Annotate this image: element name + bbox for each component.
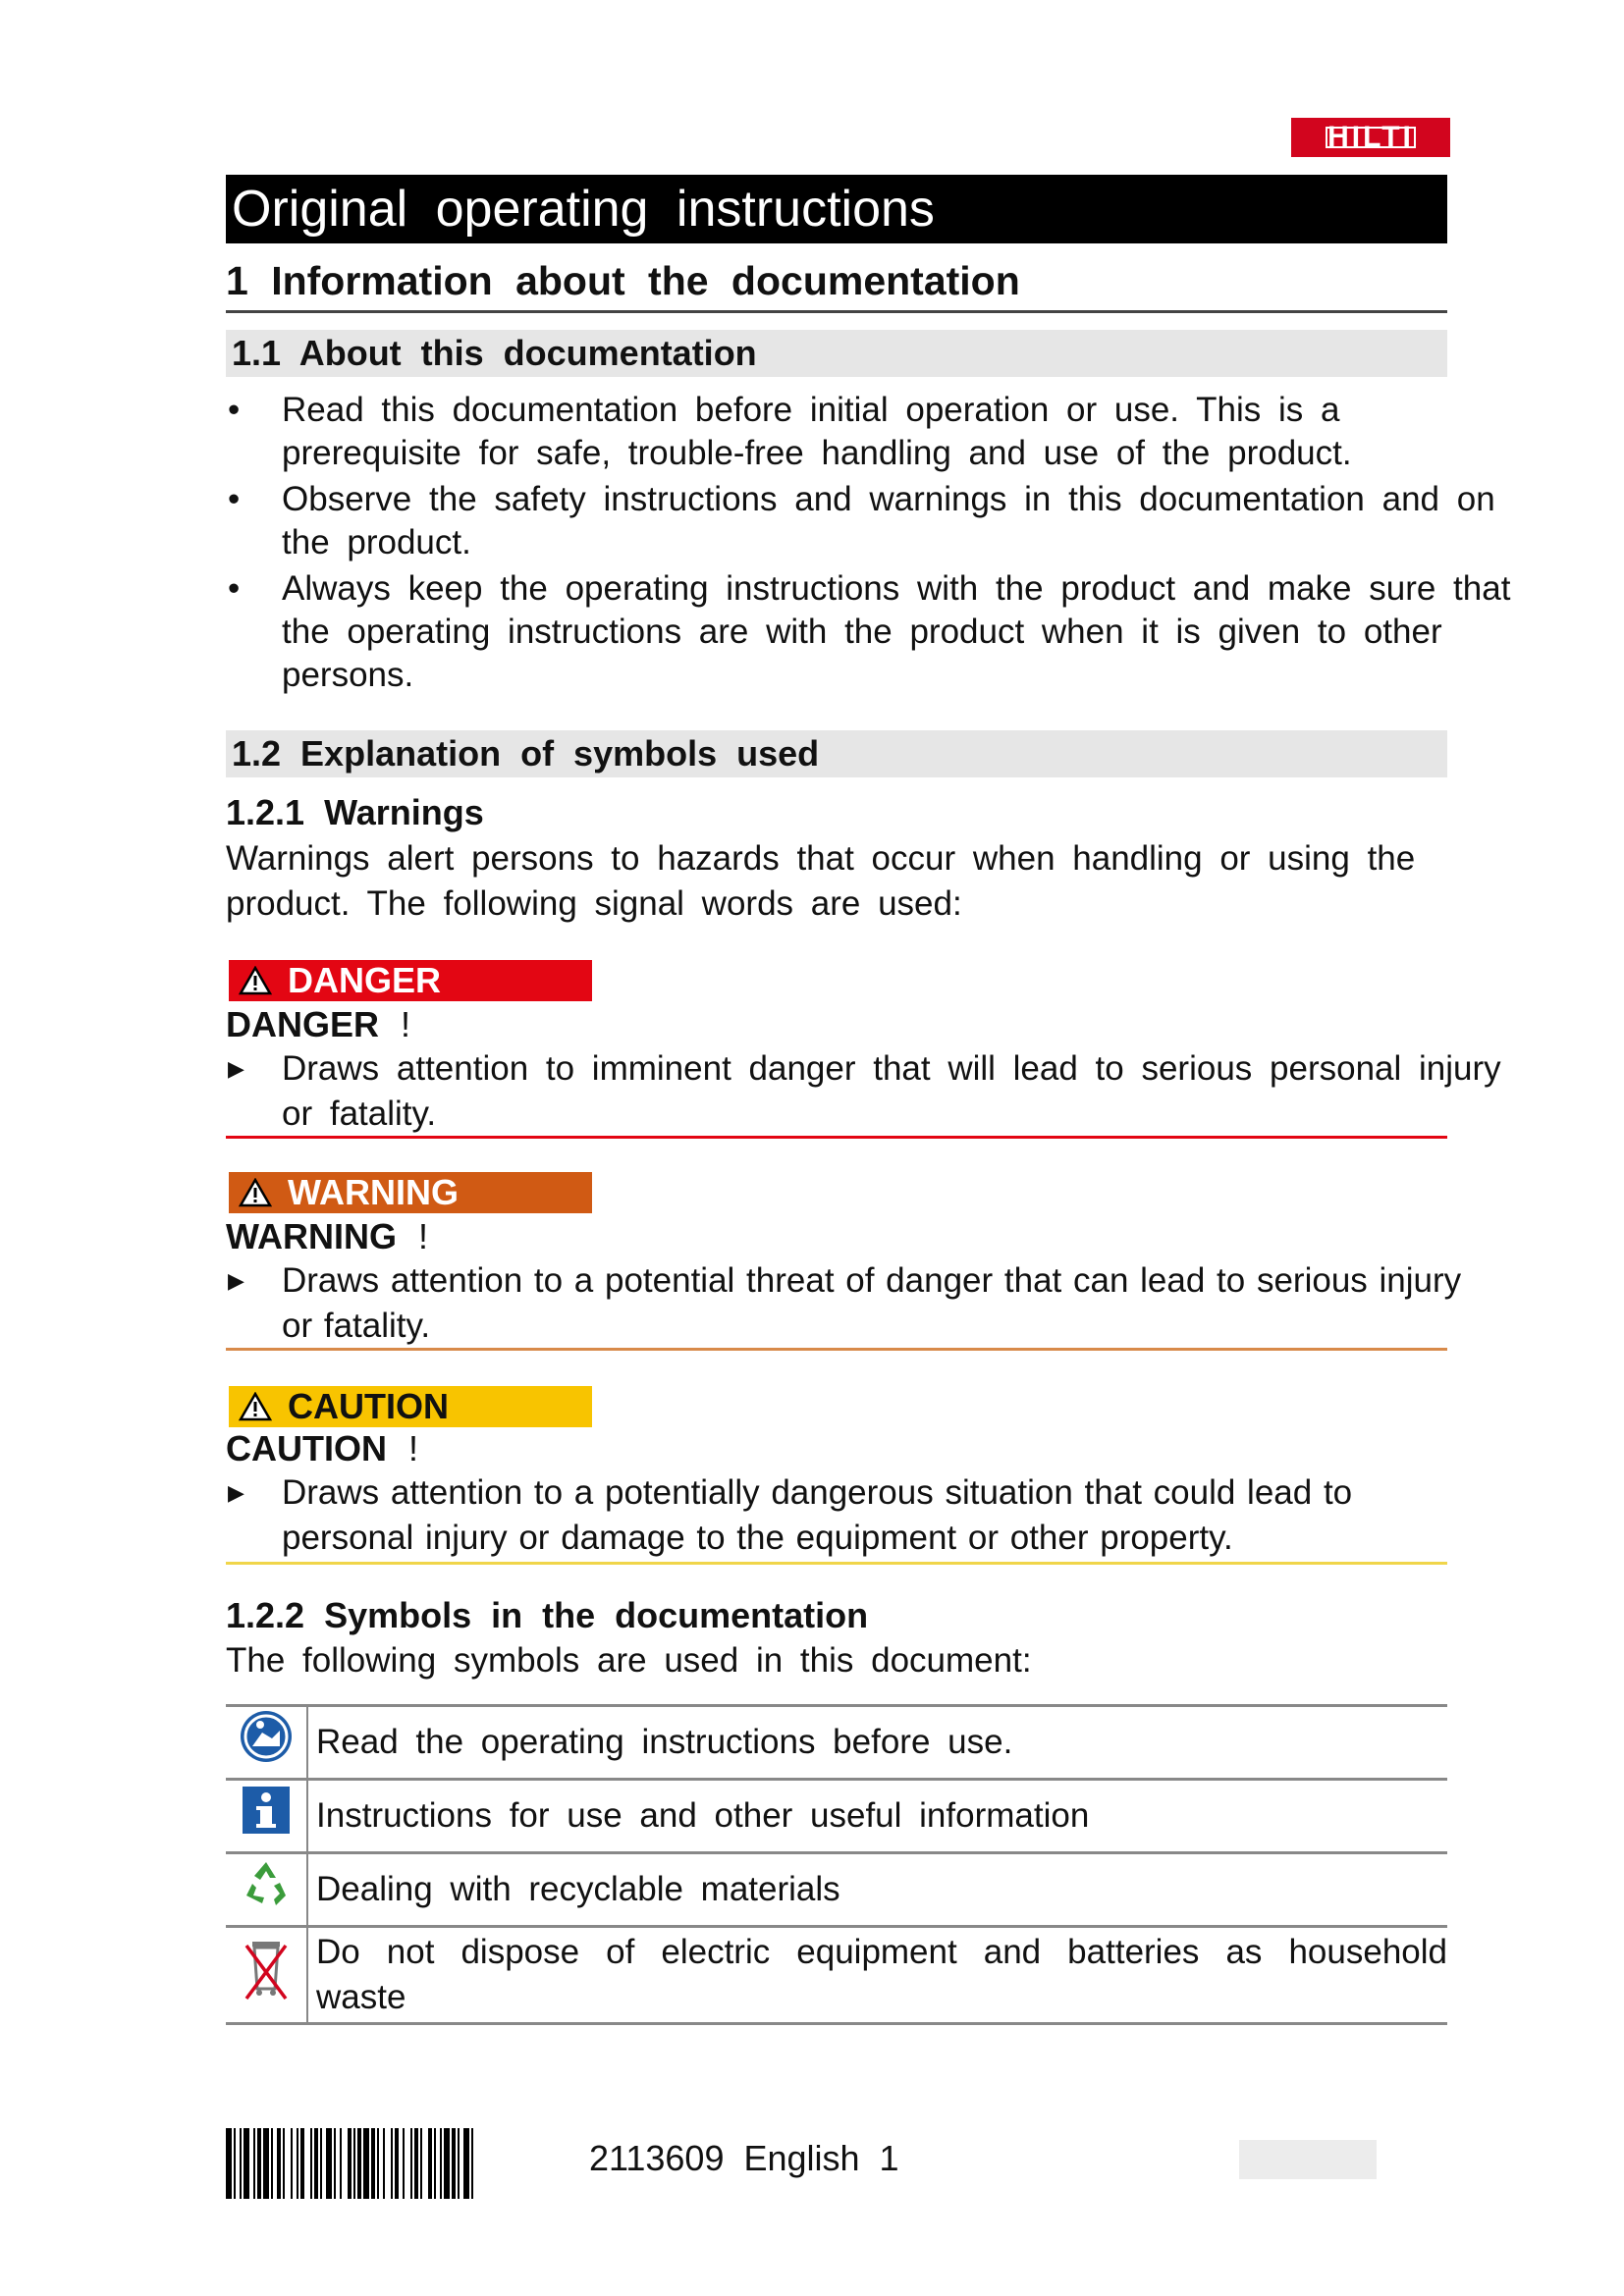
caution-divider — [226, 1562, 1447, 1565]
caution-word: CAUTION — [226, 1428, 387, 1468]
warning-text: Draws attention to a potential threat of danger that can lead to serious injury or fatality. — [282, 1261, 1462, 1345]
footer-grey-box — [1239, 2140, 1377, 2179]
table-row — [226, 1927, 1447, 2024]
list-item — [226, 389, 1532, 475]
section-1-2-2-heading: 1.2.2 Symbols in the documentation — [226, 1595, 869, 1635]
danger-text: Draws attention to imminent danger that will lead to serious personal injury or fatality. — [282, 1049, 1501, 1133]
exclamation: ! — [401, 1004, 411, 1044]
symbols-intro: The following symbols are used in this document: — [226, 1641, 1032, 1680]
warning-word: WARNING — [226, 1216, 397, 1256]
bullet-text: Read this documentation before initial operation or use. This is a prerequisite for safe, trouble-free handling and use of the product. — [282, 391, 1352, 472]
list-item — [226, 478, 1532, 564]
warning-description — [226, 1258, 1463, 1349]
bullet-text: Observe the safety instructions and warnings in this documentation and on the product. — [282, 480, 1495, 561]
crossed-bin-icon — [239, 1934, 294, 2004]
section-1-2-heading: 1.2 Explanation of symbols used — [226, 730, 1447, 777]
bullet-icon: • — [228, 480, 241, 518]
section-1-1-heading: 1.1 About this documentation — [226, 330, 1447, 377]
warning-badge — [229, 1172, 592, 1213]
symbol-description: Instructions for use and other useful information — [307, 1780, 1447, 1853]
caution-badge — [229, 1386, 592, 1427]
read-manual-icon — [239, 1709, 294, 1764]
icon-cell — [226, 1853, 307, 1927]
symbol-description: Read the operating instructions before use. — [307, 1706, 1447, 1780]
warnings-intro: Warnings alert persons to hazards that occur when handling or using the product. The following signal words are used: — [226, 839, 1416, 923]
barcode-icon — [226, 2128, 560, 2199]
arrow-right-icon: ▶ — [228, 1268, 244, 1293]
caution-badge-label: CAUTION — [288, 1386, 449, 1426]
danger-divider — [226, 1136, 1447, 1139]
exclamation: ! — [408, 1428, 419, 1468]
symbol-description: Do not dispose of electric equipment and batteries as household waste — [307, 1927, 1447, 2024]
warning-triangle-icon — [239, 1392, 272, 1421]
table-row — [226, 1706, 1447, 1780]
hilti-logo — [1291, 118, 1450, 157]
icon-cell — [226, 1927, 307, 2024]
bullet-text: Always keep the operating instructions with the product and make sure that the operating instructions are with the product when it is given to other persons. — [282, 569, 1511, 694]
symbol-description: Dealing with recyclable materials — [307, 1853, 1447, 1927]
warning-badge-label: WARNING — [288, 1172, 459, 1212]
footer-doc-id: 2113609 English 1 — [589, 2138, 899, 2178]
logo-text: HILTI — [1322, 123, 1420, 152]
caution-signal-word — [226, 1425, 418, 1472]
caution-description — [226, 1470, 1463, 1561]
about-bullet-list — [226, 389, 1532, 698]
section-1-2-1-heading: 1.2.1 Warnings — [226, 792, 484, 832]
list-item — [226, 567, 1532, 697]
danger-description — [226, 1046, 1502, 1137]
danger-badge-label: DANGER — [288, 960, 442, 1000]
bullet-icon: • — [228, 569, 241, 608]
icon-cell — [226, 1706, 307, 1780]
table-row — [226, 1853, 1447, 1927]
arrow-right-icon: ▶ — [228, 1480, 244, 1505]
danger-word: DANGER — [226, 1004, 380, 1044]
symbols-table — [226, 1704, 1447, 2025]
document-title: Original operating instructions — [226, 175, 1447, 243]
warning-triangle-icon — [239, 1178, 272, 1207]
section-1-heading: 1 Information about the documentation — [226, 251, 1447, 313]
warning-triangle-icon — [239, 966, 272, 995]
danger-badge — [229, 960, 592, 1001]
caution-text: Draws attention to a potentially dangerous situation that could lead to personal injury or damage to the equipment or other property. — [282, 1473, 1353, 1557]
bullet-icon: • — [228, 391, 241, 429]
icon-cell — [226, 1780, 307, 1853]
warning-divider — [226, 1348, 1447, 1351]
exclamation: ! — [418, 1216, 429, 1256]
recycle-icon — [239, 1856, 294, 1911]
warning-signal-word — [226, 1213, 428, 1260]
arrow-right-icon: ▶ — [228, 1056, 244, 1081]
info-icon — [239, 1783, 294, 1838]
table-row — [226, 1780, 1447, 1853]
danger-signal-word — [226, 1001, 410, 1048]
